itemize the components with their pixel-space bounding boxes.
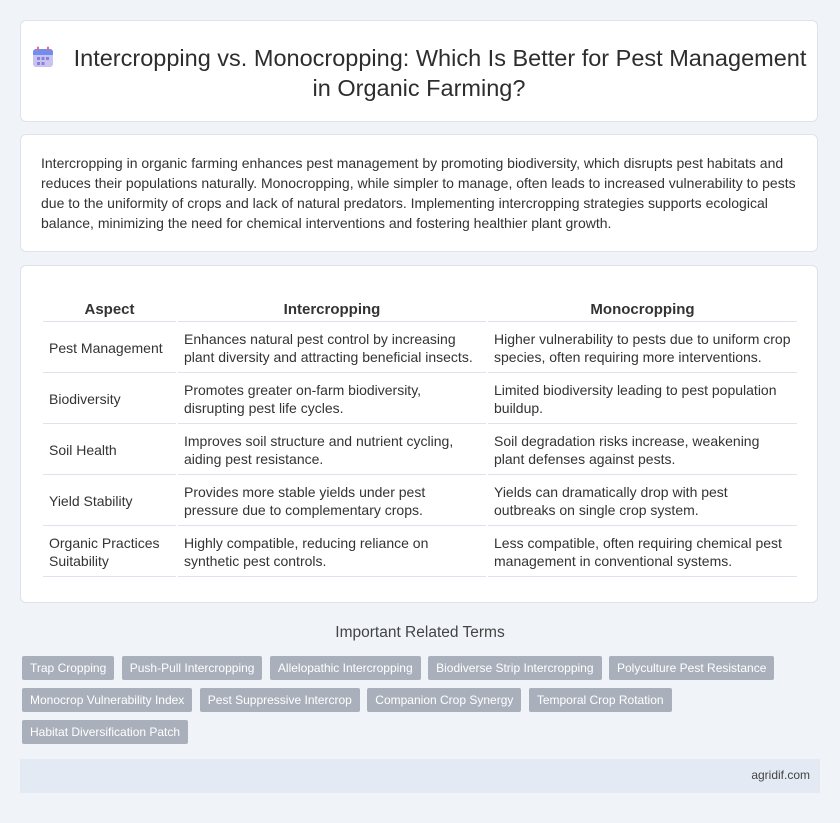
intro-card [20,134,818,252]
table-row [43,324,797,373]
table-header-row [43,297,797,322]
header-intercropping: Intercropping [178,297,486,322]
related-term-tag[interactable]: Biodiverse Strip Intercropping [428,656,601,680]
intercropping-cell: Improves soil structure and nutrient cycling, aiding pest resistance. [178,426,486,475]
comparison-table [41,295,799,579]
comparison-card [20,265,818,603]
aspect-cell: Biodiversity [43,375,176,424]
header-monocropping: Monocropping [488,297,797,322]
monocropping-cell: Limited biodiversity leading to pest population buildup. [488,375,797,424]
monocropping-cell: Less compatible, often requiring chemical pest management in conventional systems. [488,528,797,577]
intercropping-cell: Highly compatible, reducing reliance on synthetic pest controls. [178,528,486,577]
calendar-icon [32,46,54,68]
footer [20,759,820,793]
intercropping-cell: Promotes greater on-farm biodiversity, disrupting pest life cycles. [178,375,486,424]
title-card [20,20,818,122]
monocropping-cell: Higher vulnerability to pests due to uniform crop species, often requiring more interventions. [488,324,797,373]
monocropping-cell: Soil degradation risks increase, weakening plant defenses against pests. [488,426,797,475]
aspect-cell: Pest Management [43,324,176,373]
aspect-cell: Organic Practices Suitability [43,528,176,577]
related-terms-title: Important Related Terms [335,624,505,641]
related-term-tag[interactable]: Temporal Crop Rotation [529,688,672,712]
page-title [21,43,817,103]
intercropping-cell: Enhances natural pest control by increasing plant diversity and attracting beneficial insects. [178,324,486,373]
intro-paragraph: Intercropping in organic farming enhances pest management by promoting biodiversity, which disrupts pest habitats and reduces their populations naturally. Monocropping, while simpler to manage, often leads to increased vulnerability to pests due to the uniformity of crops and lack of natural predators. Implementing intercropping strategies supports ecological balance, minimizing the need for chemical interventions and fostering healthier plant growth. [41,155,796,231]
table-row [43,477,797,526]
related-terms-list [22,656,802,752]
related-term-tag[interactable]: Push-Pull Intercropping [122,656,263,680]
table-row [43,375,797,424]
related-term-tag[interactable]: Companion Crop Synergy [367,688,521,712]
aspect-cell: Soil Health [43,426,176,475]
related-term-tag[interactable]: Pest Suppressive Intercrop [200,688,360,712]
table-row [43,426,797,475]
header-aspect: Aspect [43,297,176,322]
monocropping-cell: Yields can dramatically drop with pest outbreaks on single crop system. [488,477,797,526]
related-term-tag[interactable]: Allelopathic Intercropping [270,656,421,680]
footer-site-link[interactable]: agridif.com [751,768,810,782]
related-term-tag[interactable]: Monocrop Vulnerability Index [22,688,192,712]
aspect-cell: Yield Stability [43,477,176,526]
table-row [43,528,797,577]
related-term-tag[interactable]: Habitat Diversification Patch [22,720,188,744]
intercropping-cell: Provides more stable yields under pest pressure due to complementary crops. [178,477,486,526]
related-term-tag[interactable]: Trap Cropping [22,656,114,680]
title-text: Intercropping vs. Monocropping: Which Is Better for Pest Management in Organic Farming? [73,45,807,101]
related-term-tag[interactable]: Polyculture Pest Resistance [609,656,774,680]
